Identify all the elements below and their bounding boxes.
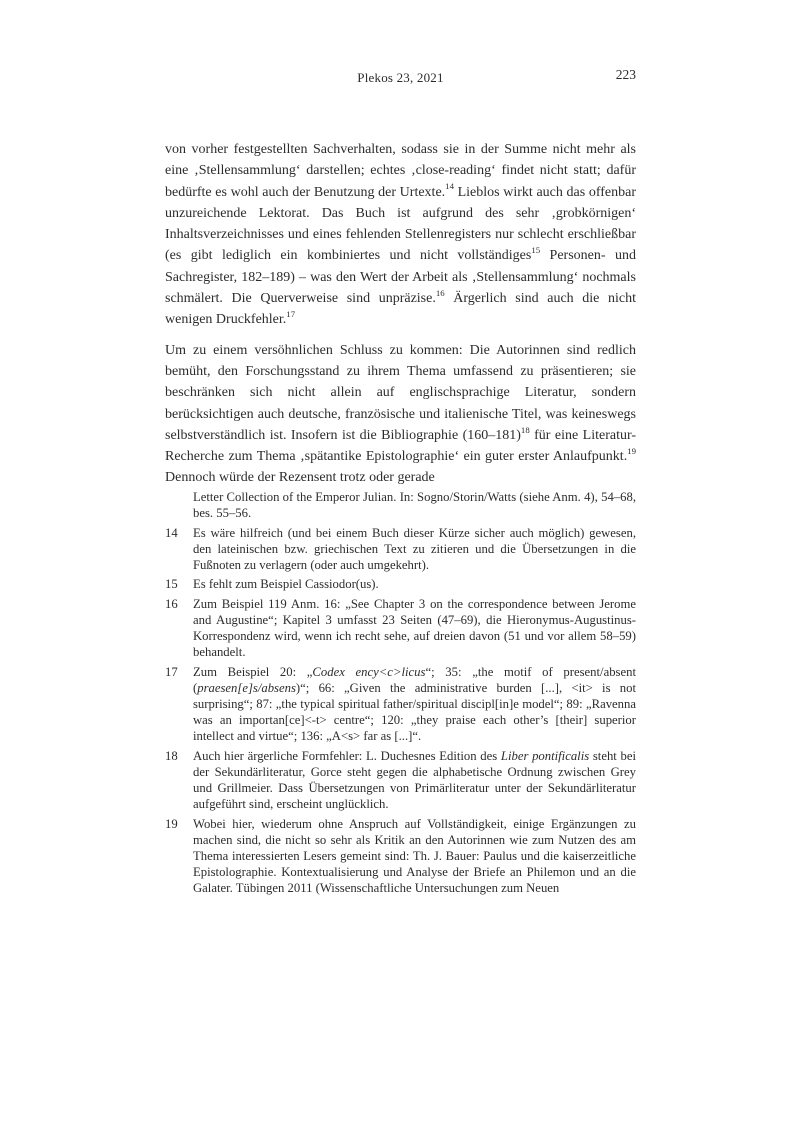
footnote-text-italic: praesen[e]s/absens bbox=[197, 681, 296, 696]
footnote-number: 17 bbox=[165, 664, 178, 679]
paragraph-text: Ärgerlich sind auch die nicht wenigen Druckfehler. bbox=[165, 291, 636, 328]
footnote-item bbox=[165, 816, 636, 896]
footnote-continuation bbox=[165, 489, 636, 521]
footnote-marker: 14 bbox=[445, 181, 454, 192]
footnote-marker: 15 bbox=[531, 245, 541, 256]
paragraph-text: Dennoch würde der Rezensent trotz oder gerade bbox=[165, 470, 435, 486]
footnote-text-run: Auch hier ärgerliche Formfehler: L. Duchesnes Edition des bbox=[193, 748, 501, 763]
footnote-marker: 19 bbox=[627, 446, 636, 456]
footnote-text: Es fehlt zum Beispiel Cassiodor(us). bbox=[193, 577, 379, 592]
paragraph-text: für eine Literatur-Recherche zum Thema ‚spätantike Epistolographie‘ ein guter erster Anlaufpunkt. bbox=[165, 427, 637, 465]
footnote-text-italic: Codex ency<c>licus bbox=[312, 664, 426, 679]
footnote-text-run: )“; 66: „Given the administrative burden [...], <it> is not surprising“; 87: „the typical spiritual father/spiritual discipl[in]e model“; 89: „Ravenna was an importan[ce]<-t> centre“; 120: „they praise each other’s [their] superior intellect and virtue“; 136: „A<s> far as [...]“. bbox=[193, 681, 636, 744]
footnote-marker: 17 bbox=[286, 309, 296, 320]
footnote-text: Es wäre hilfreich (und bei einem Buch dieser Kürze sicher auch möglich) gewesen, den lateinischen bzw. griechischen Text zu zitieren und die Übersetzungen in die Fußnoten zu verlagern (oder auch umgekehrt). bbox=[193, 525, 636, 572]
footnote-text: Wobei hier, wiederum ohne Anspruch auf Vollständigkeit, einige Ergänzungen zu machen sind, die nicht so sehr als Kritik an den Autorinnen wie zum Nutzen des am Thema interessierten Lesers gemeint sind: Th. J. Bauer: Paulus und die kaiserzeitliche Epistolographie. Kontextualisierung und Analyse der Briefe an Philemon und an die Galater. Tübingen 2011 (Wissenschaftliche Untersuchungen zum Neuen bbox=[193, 816, 636, 896]
paragraph-text: Um zu einem versöhnlichen Schluss zu kommen: Die Autorinnen sind redlich bemüht, den Forschungsstand zu ihrem Thema umfassend zu präsentieren; sie beschränken sich nicht allein auf englischsprachige Literatur, sondern berücksichtigen auch deutsche, französische und italienische Titel, was keineswegs selbstverständlich ist. Insofern ist die Bibliographie (160–181) bbox=[165, 342, 636, 443]
footnote-text bbox=[193, 749, 636, 811]
footnote-text-run: Zum Beispiel 20: „ bbox=[193, 664, 313, 679]
paragraph bbox=[165, 340, 636, 489]
footnote-marker: 16 bbox=[435, 287, 445, 298]
paragraph-text: Lieblos wirkt auch das offenbar unzureichende Lektorat. Das Buch ist aufgrund des sehr ‚grobkörnigen‘ Inhaltsverzeichnisses und eines fehlenden Stellenregisters nur schlecht erschließbar (es gibt lediglich ein kombiniertes und nicht vollständiges bbox=[165, 184, 637, 264]
page-number: 223 bbox=[615, 67, 636, 82]
footnote-item bbox=[165, 748, 636, 812]
paragraph-text: Personen- und Sachregister, 182–189) – was den Wert der Arbeit als ‚Stellensammlung‘ nochmals schmälert. Die Querverweise sind unpräzise. bbox=[165, 248, 636, 307]
footnote-number: 18 bbox=[165, 748, 178, 763]
footnote-item bbox=[165, 596, 636, 660]
footnote-section bbox=[165, 489, 636, 896]
main-text bbox=[165, 139, 636, 489]
footnote-text-italic: Liber pontificalis bbox=[500, 748, 590, 763]
footnote-text bbox=[193, 665, 636, 743]
footnote-text-run: steht bei der Sekundärliteratur, Gorce steht gegen die alphabetische Ordnung zwischen Grey und Grillmeier. Dass Übersetzungen von Primärliteratur unter der Sekundärliteratur aufgeführt sind, erscheint unglücklich. bbox=[193, 748, 636, 812]
footnote-text: Zum Beispiel 119 Anm. 16: „See Chapter 3 on the correspondence between Jerome and Augustine“; Kapitel 3 umfasst 23 Seiten (47–69), die Hieronymus-Augustinus-Korrespondenz wird, wenn ich recht sehe, auf dreien davon (51 und vor allem 58–59) behandelt. bbox=[193, 597, 636, 660]
footnote-text-run: “; 35: „the motif of present/absent ( bbox=[193, 664, 636, 696]
footnote-item bbox=[165, 576, 636, 592]
footnote-number: 19 bbox=[165, 816, 178, 831]
footnote-number: 15 bbox=[165, 577, 178, 592]
footnote-text: Letter Collection of the Emperor Julian. In: Sogno/Storin/Watts (siehe Anm. 4), 54–68, bes. 55–56. bbox=[193, 490, 636, 521]
footnote-item bbox=[165, 664, 636, 744]
paragraph-text: von vorher festgestellten Sachverhalten, sodass sie in der Summe nicht mehr als eine ‚Stellensammlung‘ darstellen; echtes ‚close-reading‘ findet nicht statt; dafür bedürfte es wohl auch der Benutzung der Urtexte. bbox=[165, 142, 636, 200]
footnote-number: 14 bbox=[165, 525, 178, 540]
journal-title: Plekos 23, 2021 bbox=[357, 70, 444, 85]
paragraph bbox=[165, 139, 636, 331]
footnote-item bbox=[165, 525, 636, 573]
footnote-marker: 18 bbox=[520, 424, 530, 435]
footnote-number: 16 bbox=[165, 597, 178, 612]
